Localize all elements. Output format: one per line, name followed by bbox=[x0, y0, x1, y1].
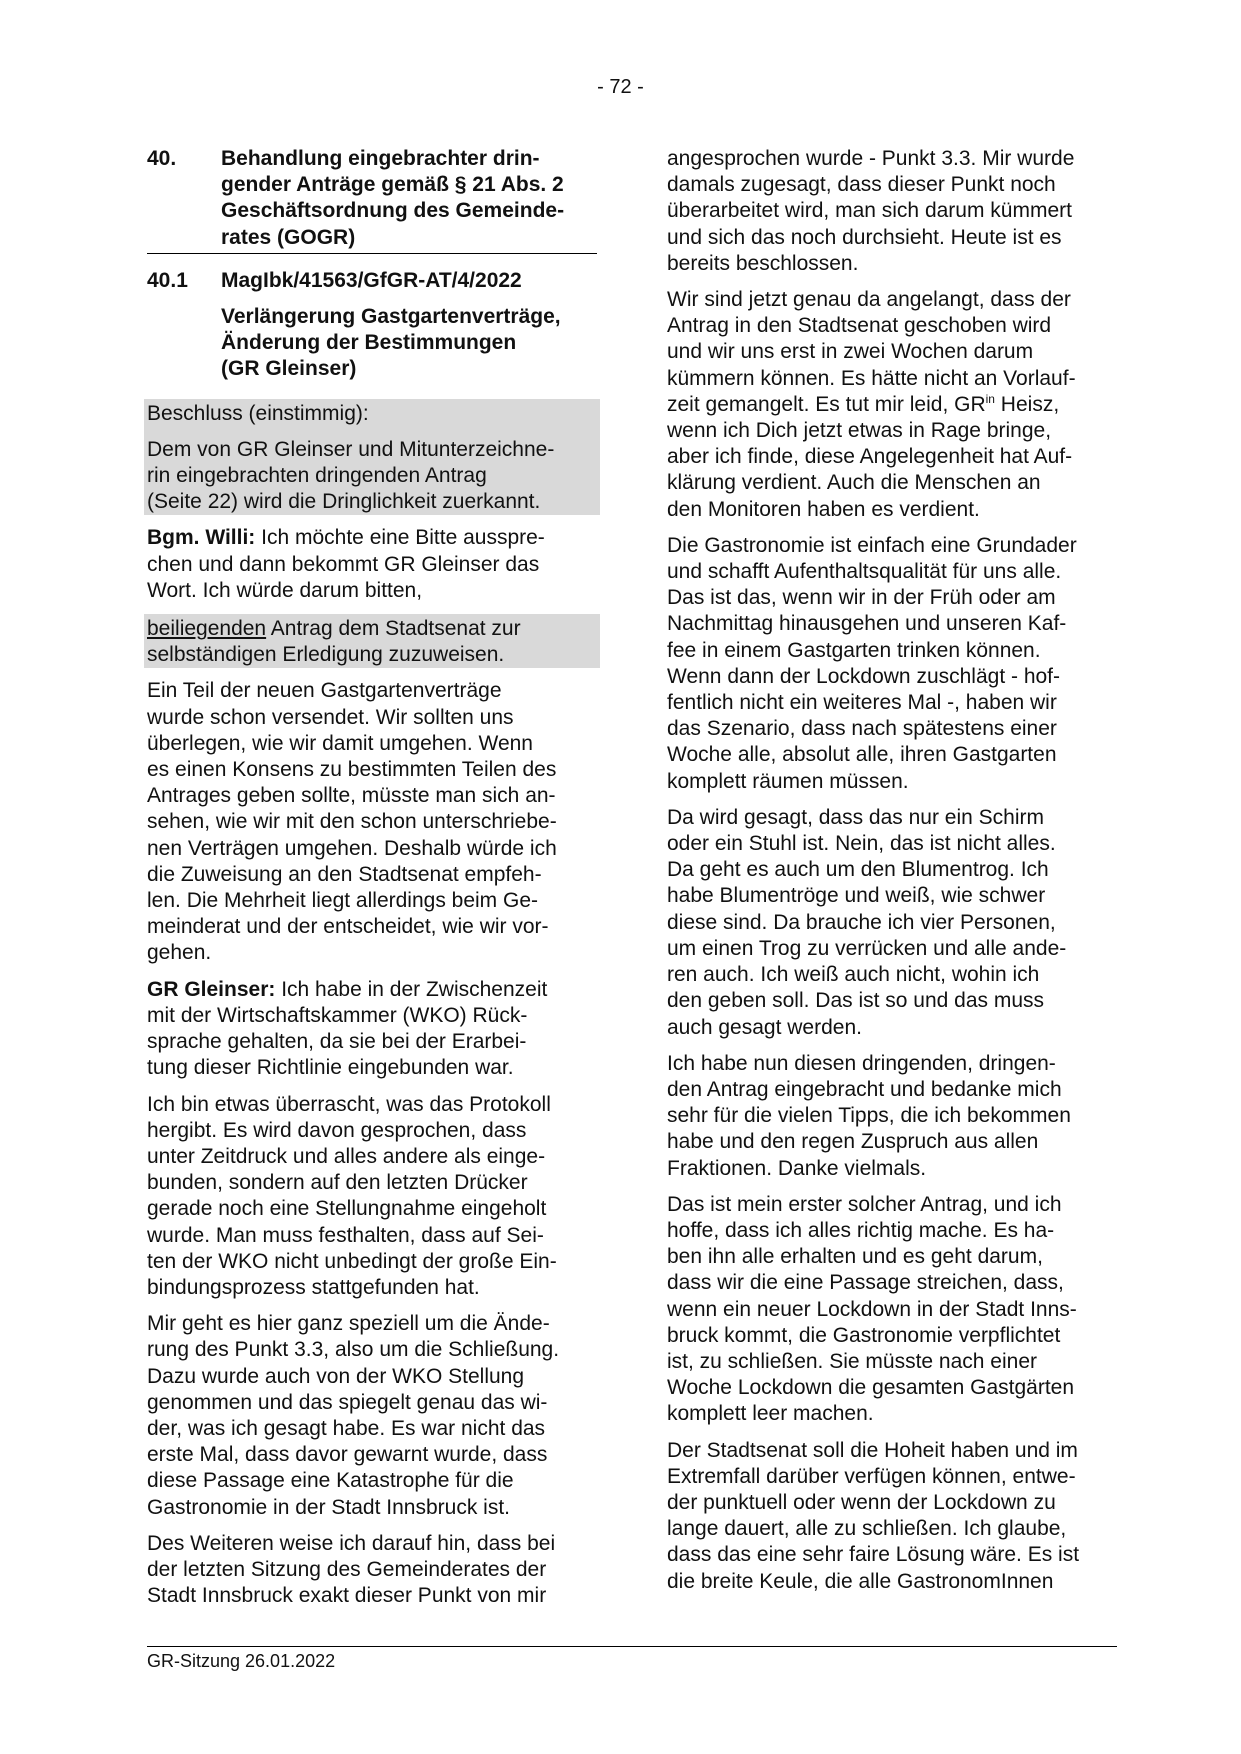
text-line: bereits beschlossen. bbox=[667, 251, 859, 275]
text-line: komplett räumen müssen. bbox=[667, 769, 909, 793]
text-line: Nachmittag hinausgehen und unseren Kaf- bbox=[667, 612, 1067, 636]
text-line: Des Weiteren weise ich darauf hin, dass bei bbox=[147, 1531, 556, 1555]
text-line: Fraktionen. Danke vielmals. bbox=[667, 1156, 927, 1180]
text-line: ben ihn alle erhalten und es geht darum, bbox=[667, 1245, 1043, 1269]
paragraph bbox=[667, 533, 1119, 795]
text-line: Wenn dann der Lockdown zuschlägt - hof- bbox=[667, 664, 1061, 688]
item-reference: MagIbk/41563/GfGR-AT/4/2022 bbox=[221, 268, 522, 292]
text-line: wenn ich Dich jetzt etwas in Rage bringe, bbox=[667, 419, 1052, 443]
footer-text: GR-Sitzung 26.01.2022 bbox=[147, 1651, 336, 1671]
paragraph bbox=[667, 146, 1119, 277]
paragraph-gleinser bbox=[147, 977, 597, 1082]
paragraph bbox=[667, 1051, 1119, 1182]
text-line: Wir sind jetzt genau da angelangt, dass der bbox=[667, 288, 1071, 312]
text-line: wenn ein neuer Lockdown in der Stadt Inns- bbox=[667, 1297, 1077, 1321]
resolution-box bbox=[144, 399, 600, 516]
text-line: zeit gemangelt. Es tut mir leid, GR bbox=[667, 392, 986, 416]
text-line: Heisz, bbox=[994, 392, 1060, 416]
text-line: Woche alle, absolut alle, ihren Gastgarten bbox=[667, 743, 1057, 767]
text-line: selbständigen Erledigung zuzuweisen. bbox=[147, 643, 505, 667]
text-line: wurde schon versendet. Wir sollten uns bbox=[147, 705, 514, 729]
text-line: gehen. bbox=[147, 941, 212, 965]
text-line: Dem von GR Gleinser und Mitunterzeichne- bbox=[147, 437, 555, 461]
text-line: aber ich finde, diese Angelegenheit hat Auf- bbox=[667, 445, 1073, 469]
text-line: Antrag in den Stadtsenat geschoben wird bbox=[667, 314, 1052, 338]
page-number: - 72 - bbox=[597, 76, 644, 98]
text-line: wurde. Man muss festhalten, dass auf Sei- bbox=[147, 1223, 544, 1247]
text-line: Behandlung eingebrachter drin- bbox=[221, 147, 540, 170]
speaker-label: GR Gleinser: bbox=[147, 977, 276, 1001]
item-number: 40.1 bbox=[147, 268, 188, 292]
motion-box bbox=[144, 614, 600, 668]
resolution-text bbox=[147, 401, 597, 427]
text-line: gender Anträge gemäß § 21 Abs. 2 bbox=[221, 173, 564, 197]
right-column bbox=[667, 146, 1119, 1595]
text-line: der punktuell oder wenn der Lockdown zu bbox=[667, 1490, 1056, 1514]
text-line: angesprochen wurde - Punkt 3.3. Mir wurde bbox=[667, 147, 1075, 170]
text-line: Ein Teil der neuen Gastgartenverträge bbox=[147, 679, 502, 703]
item-title bbox=[221, 304, 597, 383]
paragraph bbox=[147, 1531, 597, 1610]
paragraph bbox=[667, 1192, 1119, 1428]
text-line: Antrages geben sollte, müsste man sich an- bbox=[147, 784, 556, 808]
text-line: das Szenario, dass nach spätestens einer bbox=[667, 717, 1057, 741]
text-line: habe Blumentröge und weiß, wie schwer bbox=[667, 884, 1046, 908]
text-line: Dazu wurde auch von der WKO Stellung bbox=[147, 1364, 525, 1388]
text-line: Ich habe in der Zwischenzeit bbox=[275, 977, 548, 1001]
text-line: (GR Gleinser) bbox=[221, 357, 357, 381]
text-line: sehr für die vielen Tipps, die ich bekommen bbox=[667, 1104, 1071, 1128]
text-line: überarbeitet wird, man sich darum kümmert bbox=[667, 199, 1072, 223]
text-line: bruck kommt, die Gastronomie verpflichtet bbox=[667, 1323, 1061, 1347]
text-line: und sich das noch durchsieht. Heute ist es bbox=[667, 225, 1062, 249]
footer-rule bbox=[147, 1646, 1117, 1647]
text-line: rin eingebrachten dringenden Antrag bbox=[147, 464, 487, 488]
text-line: mit der Wirtschaftskammer (WKO) Rück- bbox=[147, 1003, 528, 1027]
text-line: auch gesagt werden. bbox=[667, 1015, 862, 1039]
text-line: ten der WKO nicht unbedingt der große Ein- bbox=[147, 1249, 557, 1273]
resolution-text bbox=[147, 437, 597, 516]
text-line: tung dieser Richtlinie eingebunden war. bbox=[147, 1056, 514, 1080]
text-line: erste Mal, dass davor gewarnt wurde, dass bbox=[147, 1443, 548, 1467]
text-line: fee in einem Gastgarten trinken können. bbox=[667, 638, 1041, 662]
text-line: klärung verdient. Auch die Menschen an bbox=[667, 471, 1041, 495]
paragraph bbox=[147, 1092, 597, 1302]
text-line: Mir geht es hier ganz speziell um die Ände- bbox=[147, 1312, 550, 1336]
text-line: überlegen, wie wir damit umgehen. Wenn bbox=[147, 731, 533, 755]
text-line: und schafft Aufenthaltsqualität für uns alle. bbox=[667, 560, 1062, 584]
text-line: lange dauert, alle zu schließen. Ich glaube, bbox=[667, 1517, 1067, 1541]
text-line: Extremfall darüber verfügen können, entwe- bbox=[667, 1464, 1076, 1488]
text-line: hoffe, dass ich alles richtig mache. Es ha- bbox=[667, 1218, 1055, 1242]
text-line: hergibt. Es wird davon gesprochen, dass bbox=[147, 1118, 527, 1142]
paragraph-mayor bbox=[147, 525, 597, 604]
text-line: Ich bin etwas überrascht, was das Protokoll bbox=[147, 1092, 551, 1116]
text-line: Das ist mein erster solcher Antrag, und ich bbox=[667, 1192, 1062, 1216]
left-column bbox=[147, 146, 597, 1609]
text-line: diese Passage eine Katastrophe für die bbox=[147, 1469, 514, 1493]
text-line: Da wird gesagt, dass das nur ein Schirm bbox=[667, 805, 1045, 829]
text-line: Der Stadtsenat soll die Hoheit haben und im bbox=[667, 1438, 1078, 1462]
text-line: Beschluss (einstimmig): bbox=[147, 401, 369, 425]
text-line: Änderung der Bestimmungen bbox=[221, 331, 517, 355]
speaker-label: Bgm. Willi: bbox=[147, 526, 256, 550]
text-line: nen Verträgen umgehen. Deshalb würde ich bbox=[147, 836, 557, 860]
text-line: oder ein Stuhl ist. Nein, das ist nicht alles. bbox=[667, 832, 1056, 856]
text-line: bindungsprozess stattgefunden hat. bbox=[147, 1275, 480, 1299]
text-line: damals zugesagt, dass dieser Punkt noch bbox=[667, 173, 1056, 197]
section-title bbox=[221, 146, 597, 251]
text-line: den Monitoren haben es verdient. bbox=[667, 497, 980, 521]
text-line: unter Zeitdruck und alles andere als einge- bbox=[147, 1144, 546, 1168]
text-line: der letzten Sitzung des Gemeinderates der bbox=[147, 1557, 547, 1581]
text-line: chen und dann bekommt GR Gleinser das bbox=[147, 552, 540, 576]
text-line: bunden, sondern auf den letzten Drücker bbox=[147, 1171, 528, 1195]
text-line: ist, zu schließen. Sie müsste nach einer bbox=[667, 1349, 1038, 1373]
text-line: und wir uns erst in zwei Wochen darum bbox=[667, 340, 1034, 364]
text-line: ren auch. Ich weiß auch nicht, wohin ich bbox=[667, 963, 1040, 987]
text-line: die Zuweisung an den Stadtsenat empfeh- bbox=[147, 862, 542, 886]
text-line: es einen Konsens zu bestimmten Teilen des bbox=[147, 758, 557, 782]
text-line: Gastronomie in der Stadt Innsbruck ist. bbox=[147, 1495, 510, 1519]
text-line: rung des Punkt 3.3, also um die Schließung. bbox=[147, 1338, 560, 1362]
text-line: Da geht es auch um den Blumentrog. Ich bbox=[667, 858, 1049, 882]
text-line: meinderat und der entscheidet, wie wir vor- bbox=[147, 915, 549, 939]
superscript: in bbox=[985, 391, 995, 406]
text-line: dass wir die eine Passage streichen, dass, bbox=[667, 1271, 1064, 1295]
underlined-word: beiliegenden bbox=[147, 617, 267, 641]
text-line: die breite Keule, die alle GastronomInnen bbox=[667, 1569, 1054, 1593]
text-line: rates (GOGR) bbox=[221, 225, 356, 249]
text-line: len. Die Mehrheit liegt allerdings beim Ge- bbox=[147, 889, 539, 913]
text-line: (Seite 22) wird die Dringlichkeit zuerkannt. bbox=[147, 490, 541, 514]
text-line: Ich möchte eine Bitte ausspre- bbox=[255, 526, 545, 550]
text-line: Woche Lockdown die gesamten Gastgärten bbox=[667, 1376, 1075, 1400]
text-line: sehen, wie wir mit den schon unterschriebe- bbox=[147, 810, 557, 834]
text-line: Verlängerung Gastgartenverträge, bbox=[221, 305, 561, 329]
text-line: den geben soll. Das ist so und das muss bbox=[667, 989, 1045, 1013]
paragraph bbox=[667, 805, 1119, 1041]
paragraph bbox=[667, 1438, 1119, 1595]
text-line: fentlich nicht ein weiteres Mal -, haben wir bbox=[667, 691, 1057, 715]
text-line: habe und den regen Zuspruch aus allen bbox=[667, 1130, 1039, 1154]
text-line: gerade noch eine Stellungnahme eingeholt bbox=[147, 1197, 547, 1221]
text-line: diese sind. Da brauche ich vier Personen, bbox=[667, 910, 1056, 934]
section-heading bbox=[147, 146, 597, 254]
text-line: den Antrag eingebracht und bedanke mich bbox=[667, 1077, 1062, 1101]
text-line: um einen Trog zu verrücken und alle ande- bbox=[667, 936, 1067, 960]
item-heading bbox=[147, 268, 597, 294]
text-line: kümmern können. Es hätte nicht an Vorlauf- bbox=[667, 366, 1076, 390]
text-line: sprache gehalten, da sie bei der Erarbei- bbox=[147, 1030, 527, 1054]
text-line: Das ist das, wenn wir in der Früh oder am bbox=[667, 586, 1056, 610]
text-line: Antrag dem Stadtsenat zur bbox=[266, 617, 521, 641]
section-number: 40. bbox=[147, 147, 177, 170]
text-line: Geschäftsordnung des Gemeinde- bbox=[221, 199, 565, 223]
paragraph bbox=[667, 287, 1119, 523]
text-line: Ich habe nun diesen dringenden, dringen- bbox=[667, 1051, 1056, 1075]
text-line: der, was ich gesagt habe. Es war nicht das bbox=[147, 1416, 546, 1440]
text-line: Die Gastronomie ist einfach eine Grundader bbox=[667, 533, 1077, 557]
text-line: dass das eine sehr faire Lösung wäre. Es ist bbox=[667, 1543, 1080, 1567]
text-line: Wort. Ich würde darum bitten, bbox=[147, 578, 423, 602]
paragraph bbox=[147, 1311, 597, 1521]
text-line: komplett leer machen. bbox=[667, 1402, 874, 1426]
text-line: Stadt Innsbruck exakt dieser Punkt von mir bbox=[147, 1584, 547, 1608]
paragraph bbox=[147, 678, 597, 966]
text-line: genommen und das spiegelt genau das wi- bbox=[147, 1390, 548, 1414]
